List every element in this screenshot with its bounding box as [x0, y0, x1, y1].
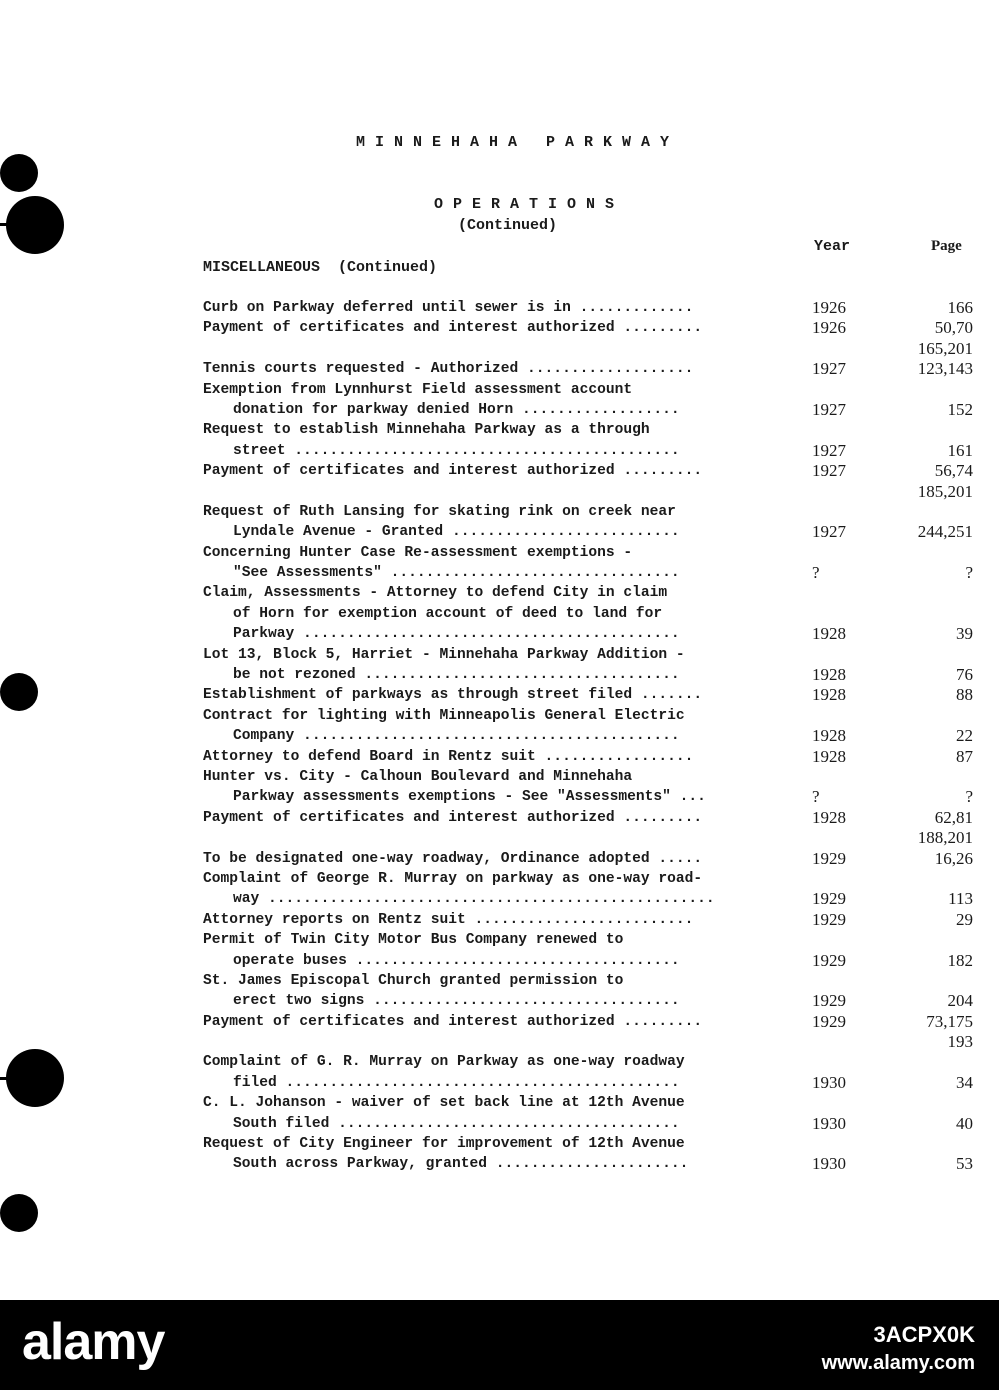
entry-text: St. James Episcopal Church granted permission to: [203, 972, 624, 989]
entry-line: [0, 645, 999, 665]
entry-text: South filed .......................................: [233, 1115, 680, 1132]
entry-year: 1930: [812, 1072, 846, 1092]
entry-year: 1926: [812, 298, 846, 317]
entry-line: [0, 706, 999, 726]
entry-year: 1929: [812, 909, 846, 929]
entry-text: Payment of certificates and interest authorized .........: [203, 320, 703, 337]
entry-page: 188,201: [917, 828, 973, 848]
entry-text: Parkway ...........................................: [233, 626, 680, 643]
entry-line: [0, 726, 999, 746]
entry-text: Attorney reports on Rentz suit .........................: [203, 911, 694, 928]
watermark-logo: alamy: [22, 1313, 165, 1371]
entry-line: [0, 1012, 999, 1032]
entry-page: 123,143: [917, 359, 973, 379]
entry-text: erect two signs ...................................: [233, 993, 680, 1010]
entry-text: Payment of certificates and interest authorized .........: [203, 809, 703, 826]
section-title: O P E R A T I O N S: [434, 196, 615, 213]
entry-line: [0, 685, 999, 705]
entry-text: C. L. Johanson - waiver of set back line at 12th Avenue: [203, 1095, 685, 1112]
entry-text: Hunter vs. City - Calhoun Boulevard and Minnehaha: [203, 768, 633, 785]
entry-line: [0, 828, 999, 848]
entry-line: [0, 869, 999, 889]
entry-line: [0, 420, 999, 440]
entry-line: [0, 522, 999, 542]
punch-hole: [0, 154, 38, 192]
entry-page: 244,251: [917, 522, 973, 542]
entry-year: 1928: [812, 624, 846, 644]
entry-page: 39: [956, 624, 973, 644]
entry-line: [0, 767, 999, 787]
entry-text: Parkway assessments exemptions - See "Assessments" ...: [233, 789, 706, 806]
entry-text: South across Parkway, granted ......................: [233, 1156, 689, 1173]
entry-page: 166: [947, 298, 973, 317]
entry-text: Request of Ruth Lansing for skating rink on creek near: [203, 503, 676, 520]
entry-line: [0, 951, 999, 971]
entry-line: [0, 604, 999, 624]
entry-line: [0, 889, 999, 909]
entry-text: Concerning Hunter Case Re-assessment exemptions -: [203, 544, 633, 561]
entry-line: [0, 849, 999, 869]
entry-text: Company ...........................................: [233, 728, 680, 745]
entry-text: Claim, Assessments - Attorney to defend City in claim: [203, 585, 668, 602]
entry-line: [0, 1114, 999, 1134]
watermark-banner: [0, 1300, 999, 1390]
entry-year: 1930: [812, 1154, 846, 1174]
entry-line: [0, 502, 999, 522]
entry-page: 73,175: [926, 1011, 973, 1031]
entry-page: 34: [956, 1072, 973, 1092]
entry-line: [0, 1134, 999, 1154]
entry-year: ?: [812, 563, 820, 583]
entry-text: Payment of certificates and interest authorized .........: [203, 1013, 703, 1030]
entry-page: 56,74: [934, 461, 973, 481]
entry-year: 1929: [812, 848, 846, 868]
entry-text: To be designated one-way roadway, Ordinance adopted .....: [203, 850, 703, 867]
entry-text: Complaint of George R. Murray on parkway as one-way road-: [203, 870, 703, 887]
entry-year: 1928: [812, 746, 846, 766]
entry-line: [0, 441, 999, 461]
entry-page: 161: [947, 440, 973, 460]
entry-year: 1926: [812, 318, 846, 338]
entry-year: 1928: [812, 807, 846, 827]
entry-text: Payment of certificates and interest authorized .........: [203, 463, 703, 480]
entry-line: [0, 910, 999, 930]
entry-page: 165,201: [917, 338, 973, 358]
entry-page: ?: [965, 787, 973, 807]
entry-year: 1929: [812, 991, 846, 1011]
entry-text: donation for parkway denied Horn ..................: [233, 401, 680, 418]
entry-page: 50,70: [934, 318, 973, 338]
column-header-page: Page: [931, 238, 962, 254]
entry-year: 1927: [812, 440, 846, 460]
entry-page: 193: [947, 1032, 973, 1052]
entry-page: ?: [965, 563, 973, 583]
entry-text: Lot 13, Block 5, Harriet - Minnehaha Parkway Addition -: [203, 646, 685, 663]
entry-line: [0, 1154, 999, 1174]
entry-line: [0, 380, 999, 400]
entry-year: 1928: [812, 726, 846, 746]
entry-year: 1928: [812, 665, 846, 685]
punch-hole: [0, 1194, 38, 1232]
entry-year: 1929: [812, 889, 846, 909]
entry-year: 1928: [812, 685, 846, 705]
entry-page: 204: [947, 991, 973, 1011]
entry-text: Tennis courts requested - Authorized ...................: [203, 361, 694, 378]
site-url: www.alamy.com: [821, 1352, 975, 1374]
entry-text: filed .............................................: [233, 1074, 680, 1091]
entry-page: 88: [956, 685, 973, 705]
entry-line: [0, 482, 999, 502]
entry-line: [0, 298, 999, 318]
entry-text: be not rezoned ....................................: [233, 667, 680, 684]
entry-line: [0, 563, 999, 583]
entry-text: of Horn for exemption account of deed to land for: [233, 605, 663, 622]
entry-year: 1927: [812, 461, 846, 481]
entry-year: 1930: [812, 1113, 846, 1133]
entry-year: 1927: [812, 399, 846, 419]
subsection-heading: MISCELLANEOUS (Continued): [203, 259, 438, 276]
entry-text: Complaint of G. R. Murray on Parkway as one-way roadway: [203, 1054, 685, 1071]
entry-line: [0, 1052, 999, 1072]
entry-text: Attorney to defend Board in Rentz suit .................: [203, 748, 694, 765]
punch-hole: [6, 196, 64, 254]
entry-text: Exemption from Lynnhurst Field assessment account: [203, 381, 633, 398]
entry-line: [0, 1093, 999, 1113]
entry-line: [0, 543, 999, 563]
entry-page: 182: [947, 950, 973, 970]
entry-text: "See Assessments" .................................: [233, 565, 680, 582]
entry-year: 1927: [812, 522, 846, 542]
entry-text: Contract for lighting with Minneapolis General Electric: [203, 707, 685, 724]
entry-line: [0, 1073, 999, 1093]
entry-year: 1929: [812, 1011, 846, 1031]
entry-year: 1929: [812, 950, 846, 970]
entry-line: [0, 339, 999, 359]
entry-line: [0, 971, 999, 991]
entry-line: [0, 400, 999, 420]
section-note: (Continued): [458, 217, 558, 234]
entry-line: [0, 930, 999, 950]
entry-text: Permit of Twin City Motor Bus Company renewed to: [203, 932, 624, 949]
entry-line: [0, 359, 999, 379]
entry-line: [0, 1032, 999, 1052]
image-id: 3ACPX0K: [873, 1322, 975, 1347]
entry-text: Establishment of parkways as through street filed .......: [203, 687, 703, 704]
page-title: M I N N E H A H A P A R K W A Y: [356, 134, 670, 151]
entry-year: 1927: [812, 359, 846, 379]
entry-line: [0, 665, 999, 685]
entry-line: [0, 808, 999, 828]
entry-text: Curb on Parkway deferred until sewer is in .............: [203, 300, 694, 316]
entry-line: [0, 747, 999, 767]
entry-text: Request of City Engineer for improvement of 12th Avenue: [203, 1136, 685, 1153]
entry-page: 62,81: [934, 807, 973, 827]
entry-page: 29: [956, 909, 973, 929]
entry-text: Request to establish Minnehaha Parkway as a through: [203, 422, 650, 439]
entry-page: 40: [956, 1113, 973, 1133]
entry-line: [0, 461, 999, 481]
entry-page: 22: [956, 726, 973, 746]
entry-text: operate buses .....................................: [233, 952, 680, 969]
column-header-year: Year: [814, 238, 851, 255]
entry-text: street ............................................: [233, 442, 680, 459]
entry-page: 16,26: [934, 848, 973, 868]
entry-line: [0, 624, 999, 644]
entry-page: 76: [956, 665, 973, 685]
entry-line: [0, 991, 999, 1011]
entry-page: 152: [947, 399, 973, 419]
entry-page: 113: [948, 889, 973, 909]
entry-line: [0, 787, 999, 807]
entry-page: 87: [956, 746, 973, 766]
entry-text: way ...................................................: [233, 891, 715, 908]
entry-page: 53: [956, 1154, 973, 1174]
entry-year: ?: [812, 787, 820, 807]
entry-text: Lyndale Avenue - Granted ..........................: [233, 524, 680, 541]
entry-page: 185,201: [917, 481, 973, 501]
entry-list: [0, 298, 999, 1175]
entry-line: [0, 318, 999, 338]
entry-line: [0, 583, 999, 603]
